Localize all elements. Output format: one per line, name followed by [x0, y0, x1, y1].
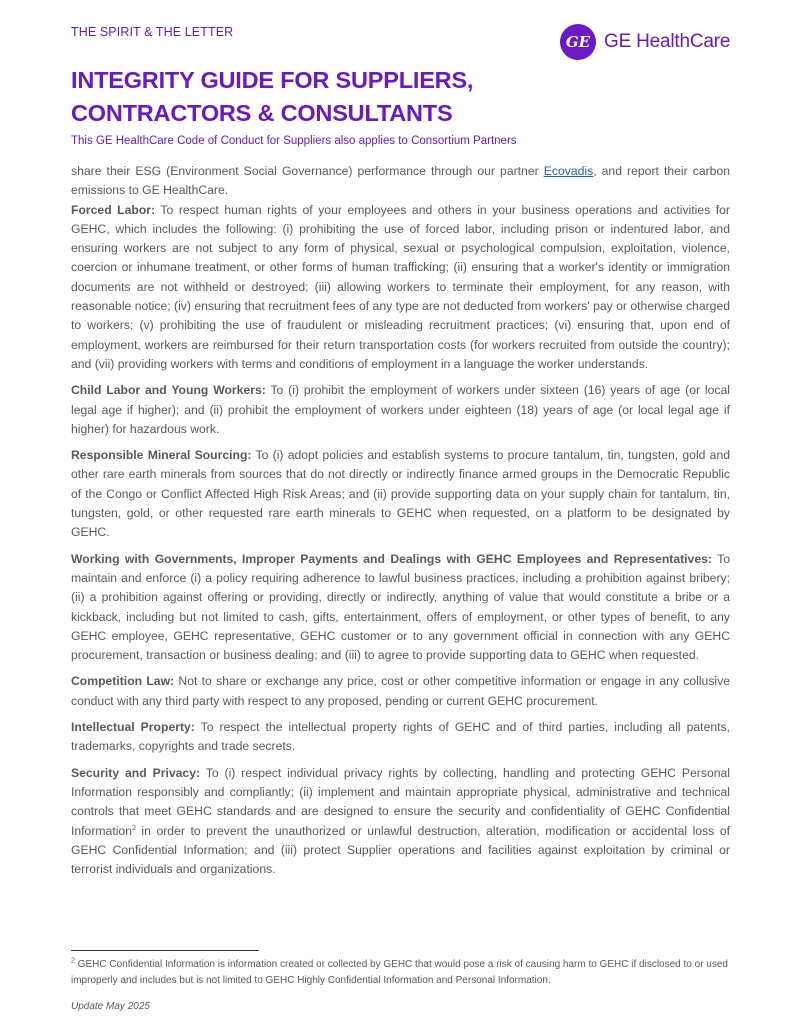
update-date: Update May 2025	[71, 1001, 150, 1012]
competition-law-heading: Competition Law:	[71, 674, 175, 689]
document-body	[71, 162, 730, 886]
mineral-sourcing-text: To (i) adopt policies and establish systems to procure tantalum, tin, tungsten, gold and other rare earth minerals from sources that do not directly or indirectly finance armed groups in the Democratic Republic of the Congo or Conflict Affected High Risk Areas; and (ii) provide supporting data on your supply chain for tantalum, tin, tungsten, gold, or other requested rare earth minerals to GEHC when requested, on a platform to be designated by GEHC.	[71, 448, 731, 540]
intellectual-property-heading: Intellectual Property:	[71, 720, 195, 735]
ecovadis-link[interactable]: Ecovadis	[543, 164, 594, 178]
forced-labor-paragraph	[71, 201, 730, 375]
mineral-sourcing-heading: Responsible Mineral Sourcing:	[71, 448, 252, 463]
intellectual-property-paragraph	[71, 718, 730, 757]
page-title-line-2: CONTRACTORS & CONSULTANTS	[71, 100, 453, 126]
forced-labor-heading: Forced Labor:	[71, 202, 156, 217]
page-subtitle: This GE HealthCare Code of Conduct for Suppliers also applies to Consortium Partners	[71, 135, 517, 147]
child-labor-text: To (i) prohibit the employment of workers under sixteen (16) years of age (or local legal age if higher); and (ii) prohibit the employment of workers under eighteen (18) years of age (or local legal age if higher) for hazardous work.	[71, 383, 730, 436]
child-labor-paragraph	[71, 381, 730, 439]
footnote-divider	[71, 950, 259, 951]
security-privacy-text-after: in order to prevent the unauthorized or unlawful destruction, alteration, modification or accidental loss of GEHC Confidential Information; and (iii) protect Supplier operations and facilities against exploitation by criminal or terrorist individuals and organizations.	[71, 823, 730, 877]
ge-monogram-icon: GE	[560, 24, 596, 60]
governments-paragraph	[71, 550, 730, 666]
logo-wordmark: GE HealthCare	[604, 31, 731, 52]
intro-text-before: share their ESG (Environment Social Governance) performance through our partner	[71, 164, 544, 178]
child-labor-heading: Child Labor and Young Workers:	[71, 383, 266, 398]
intellectual-property-text: To respect the intellectual property rights of GEHC and of third parties, including all patents, trademarks, copyrights and trade secrets.	[71, 720, 730, 754]
document-section-label: THE SPIRIT & THE LETTER	[71, 25, 234, 39]
security-privacy-paragraph	[71, 764, 730, 880]
forced-labor-text: To respect human rights of your employees and others in your business operations and activities for GEHC, which includes the following: (i) prohibiting the use of forced labor, including prison or indentured labor, and ensuring workers are not subject to any form of physical, sexual or psychological compulsion, exploitation, violence, coercion or inhumane treatment, or other forms of human trafficking; (ii) ensuring that a worker's identity or immigration documents are not withheld or destroyed; (iii) allowing workers to terminate their employment, for any reason, with reasonable notice; (iv) ensuring that recruitment fees of any type are not deducted from workers' pay or otherwise charged to workers; (v) prohibiting the use of fraudulent or misleading recruitment practices; (vi) ensuring that, upon end of employment, workers are reimbursed for their return transportation costs (for workers recruited from outside the country); and (vii) providing workers with terms and conditions of employment in a language the worker understands.	[71, 202, 730, 371]
page-title-line-1: INTEGRITY GUIDE FOR SUPPLIERS,	[71, 67, 474, 93]
security-privacy-text-before: To (i) respect individual privacy rights by collecting, handling and protecting GEHC Personal Information responsibly and compliantly; (ii) implement and maintain appropriate physical, administrative and technical controls that meet GEHC standards and are designed to ensure the security and confidentiality of GEHC Confidential Information	[71, 765, 730, 838]
competition-law-paragraph	[71, 672, 730, 711]
competition-law-text: Not to share or exchange any price, cost or other competitive information or engage in any collusive conduct with any third party with respect to any proposed, pending or current GEHC procurement.	[71, 674, 730, 708]
footnote-text: GEHC Confidential Information is information created or collected by GEHC that would pose a risk of causing harm to GEHC if disclosed to or used improperly and includes but is not limited to GEHC Highly Confidential Information and Personal Information.	[71, 959, 728, 986]
governments-text: To maintain and enforce (i) a policy requiring adherence to lawful business practices, including a prohibition against bribery; (ii) a prohibition against offering or providing, directly or indirectly, anything of value that would constitute a bribe or a kickback, including but not limited to cash, gifts, entertainment, offers of employment, or other types of benefit, to any GEHC employee, GEHC representative, GEHC customer or to any government official in connection with any GEHC procurement, transaction or business dealing; and (iii) to agree to provide supporting data to GEHC when requested.	[71, 551, 730, 663]
page-title	[71, 64, 473, 130]
ge-healthcare-logo	[560, 22, 730, 62]
intro-paragraph	[71, 162, 730, 201]
intro-text-after: , and report their carbon emissions to GE HealthCare.	[71, 164, 730, 198]
footnote-reference: 2	[131, 824, 136, 832]
footnote	[71, 957, 730, 989]
security-privacy-heading: Security and Privacy:	[71, 765, 201, 780]
mineral-sourcing-paragraph	[71, 446, 730, 542]
governments-heading: Working with Governments, Improper Payments and Dealings with GEHC Employees and Representatives:	[71, 551, 712, 566]
footnote-number: 2	[71, 957, 75, 965]
